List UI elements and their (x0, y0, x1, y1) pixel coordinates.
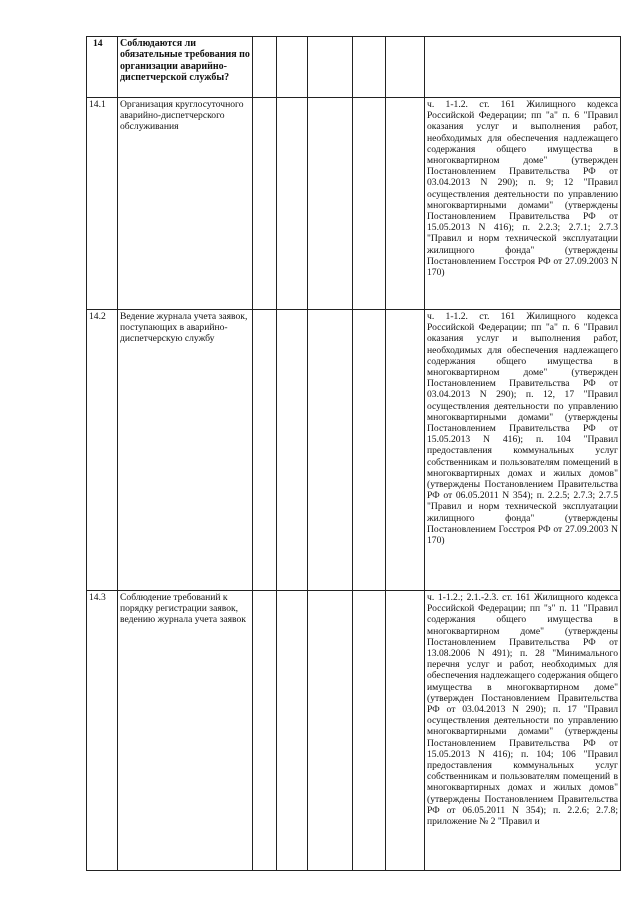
answer-na-cell (308, 98, 353, 310)
answer-yes-cell (253, 310, 277, 591)
table-row (87, 310, 621, 591)
answer-na-cell (308, 37, 353, 98)
answer-na-cell (308, 310, 353, 591)
row-number: 14.2 (87, 310, 118, 591)
checklist-table (86, 36, 621, 871)
table-row (87, 98, 621, 310)
legal-basis-text: ч. 1-1.2. ст. 161 Жилищного кодекса Российской Федерации; пп "а" п. 6 "Правил оказания услуг и выполнения работ, необходимых для обеспечения надлежащего содержания общего имущества в многоквартирном доме" (утвержден Постановлением Правительства РФ от 03.04.2013 N 290); п. 12, 17 "Правил осуществления деятельности по управлению многоквартирными домами" (утверждены Постановлением Правительства РФ от 15.05.2013 N 416); п. 104 "Правил предоставления коммунальных услуг собственникам и пользователям помещений в многоквартирных домах и жилых домов" (утверждены Постановлением Правительства РФ от 06.05.2011 N 354); п. 2.2.5; 2.7.3; 2.7.5 "Правил и норм технической эксплуатации жилищного фонда" (утверждены Постановлением Госстроя РФ от 27.09.2003 N 170) (425, 310, 621, 591)
requirement-text: Соблюдаются ли обязательные требования по организации аварийно-диспетчерской службы? (118, 37, 253, 98)
row-number: 14 (87, 37, 118, 98)
legal-basis-text: ч. 1-1.2.; 2.1.-2.3. ст. 161 Жилищного кодекса Российской Федерации; пп "з" п. 11 "Правил содержания общего имущества в многоквартирном доме" (утверждены Постановлением Правительства РФ от 13.08.2006 N 491); п. 28 "Минимального перечня услуг и работ, необходимых для обеспечения надлежащего содержания общего имущества в многоквартирном доме" (утвержден Постановлением Правительства РФ от 03.04.2013 N 290); п. 17 "Правил осуществления деятельности по управлению многоквартирными домами" (утверждены Постановлением Правительства РФ от 15.05.2013 N 416); п. 104; 106 "Правил предоставления коммунальных услуг собственникам и пользователям помещений в многоквартирных домах и жилых домов" (утверждены Постановлением Правительства РФ от 06.05.2011 N 354); п. 2.2.6; 2.7.8; приложение № 2 "Правил и (425, 591, 621, 871)
requirement-text: Соблюдение требований к порядку регистрации заявок, ведению журнала учета заявок (118, 591, 253, 871)
answer-yes-cell (253, 37, 277, 98)
answer-extra-cell (353, 37, 386, 98)
answer-no-cell (277, 310, 308, 591)
row-number: 14.1 (87, 98, 118, 310)
requirement-text: Организация круглосуточного аварийно-диспетчерского обслуживания (118, 98, 253, 310)
requirement-text: Ведение журнала учета заявок, поступающих в аварийно-диспетчерскую службу (118, 310, 253, 591)
note-cell (386, 37, 425, 98)
note-cell (386, 310, 425, 591)
note-cell (386, 591, 425, 871)
answer-no-cell (277, 37, 308, 98)
answer-na-cell (308, 591, 353, 871)
answer-no-cell (277, 98, 308, 310)
answer-extra-cell (353, 591, 386, 871)
answer-extra-cell (353, 98, 386, 310)
legal-basis-text (425, 37, 621, 98)
answer-yes-cell (253, 98, 277, 310)
legal-basis-text: ч. 1-1.2. ст. 161 Жилищного кодекса Российской Федерации; пп "а" п. 6 "Правил оказания услуг и выполнения работ, необходимых для обеспечения надлежащего содержания общего имущества в многоквартирном доме" (утвержден Постановлением Правительства РФ от 03.04.2013 N 290); п. 9; 12 "Правил осуществления деятельности по управлению многоквартирными домами" (утверждены Постановлением Правительства РФ от 15.05.2013 N 416); п. 2.2.3; 2.7.1; 2.7.3 "Правил и норм технической эксплуатации жилищного фонда" (утверждены Постановлением Госстроя РФ от 27.09.2003 N 170) (425, 98, 621, 310)
table-row (87, 591, 621, 871)
answer-yes-cell (253, 591, 277, 871)
table-row (87, 37, 621, 98)
note-cell (386, 98, 425, 310)
answer-no-cell (277, 591, 308, 871)
row-number: 14.3 (87, 591, 118, 871)
answer-extra-cell (353, 310, 386, 591)
